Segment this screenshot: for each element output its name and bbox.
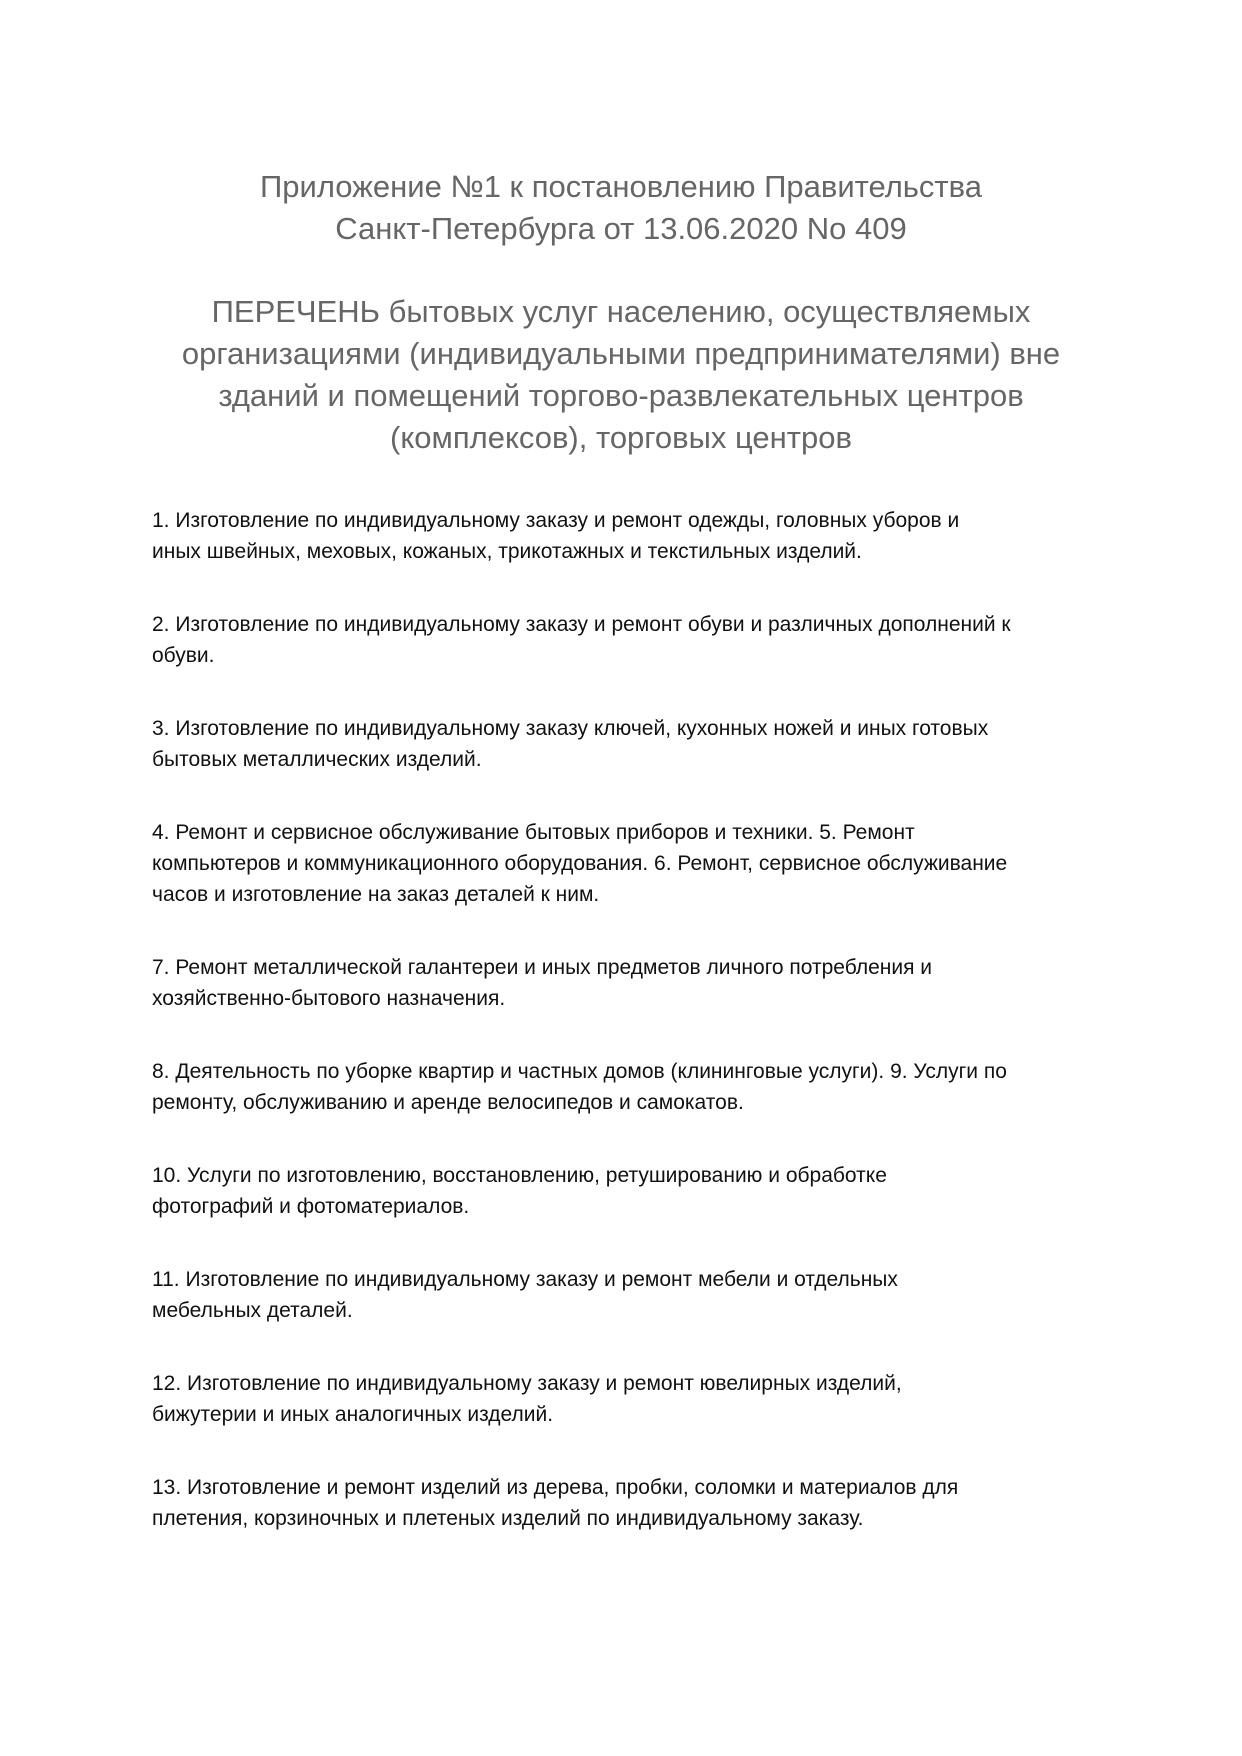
list-item-13: 13. Изготовление и ремонт изделий из дерева, пробки, соломки и материалов для плетения, корзиночных и плетеных изделий по индивидуальному заказу.	[152, 1476, 959, 1530]
list-item-11: 11. Изготовление по индивидуальному заказу и ремонт мебели и отдельных мебельных деталей.	[152, 1268, 898, 1322]
list-item-1: 1. Изготовление по индивидуальному заказу и ремонт одежды, головных уборов и иных швейных, меховых, кожаных, трикотажных и текстильных изделий.	[152, 509, 960, 563]
list-item-3: 3. Изготовление по индивидуальному заказу ключей, кухонных ножей и иных готовых бытовых металлических изделий.	[152, 717, 989, 771]
list-item-4: 4. Ремонт и сервисное обслуживание бытовых приборов и техники. 5. Ремонт компьютеров и коммуникационного оборудования. 6. Ремонт, сервисное обслуживание часов и изготовление на заказ деталей к ним.	[152, 821, 1008, 906]
reference-line-1: Приложение №1 к постановлению Правительства	[260, 169, 982, 204]
reference-line-2: Санкт-Петербурга от 13.06.2020 No 409	[335, 211, 907, 246]
title-line-3: зданий и помещений торгово-развлекательных центров	[218, 378, 1024, 413]
list-item-2: 2. Изготовление по индивидуальному заказу и ремонт обуви и различных дополнений к обуви.	[152, 613, 1011, 667]
list-item-7: 7. Ремонт металлической галантереи и иных предметов личного потребления и хозяйственно-бытового назначения.	[152, 956, 933, 1010]
title-line-2: организациями (индивидуальными предпринимателями) вне	[181, 336, 1061, 371]
list-item-12: 12. Изготовление по индивидуальному заказу и ремонт ювелирных изделий, бижутерии и иных аналогичных изделий.	[152, 1372, 902, 1426]
list-item-10: 10. Услуги по изготовлению, восстановлению, ретушированию и обработке фотографий и фотоматериалов.	[152, 1164, 887, 1218]
services-list	[152, 505, 1104, 1576]
document-title	[100, 291, 1142, 459]
title-line-1: ПЕРЕЧЕНЬ бытовых услуг населению, осуществляемых	[211, 294, 1031, 329]
title-line-4: (комплексов), торговых центров	[390, 420, 852, 455]
list-item-8: 8. Деятельность по уборке квартир и частных домов (клининговые услуги). 9. Услуги по ремонту, обслуживанию и аренде велосипедов и самокатов.	[152, 1060, 1007, 1114]
document-reference	[100, 166, 1142, 250]
